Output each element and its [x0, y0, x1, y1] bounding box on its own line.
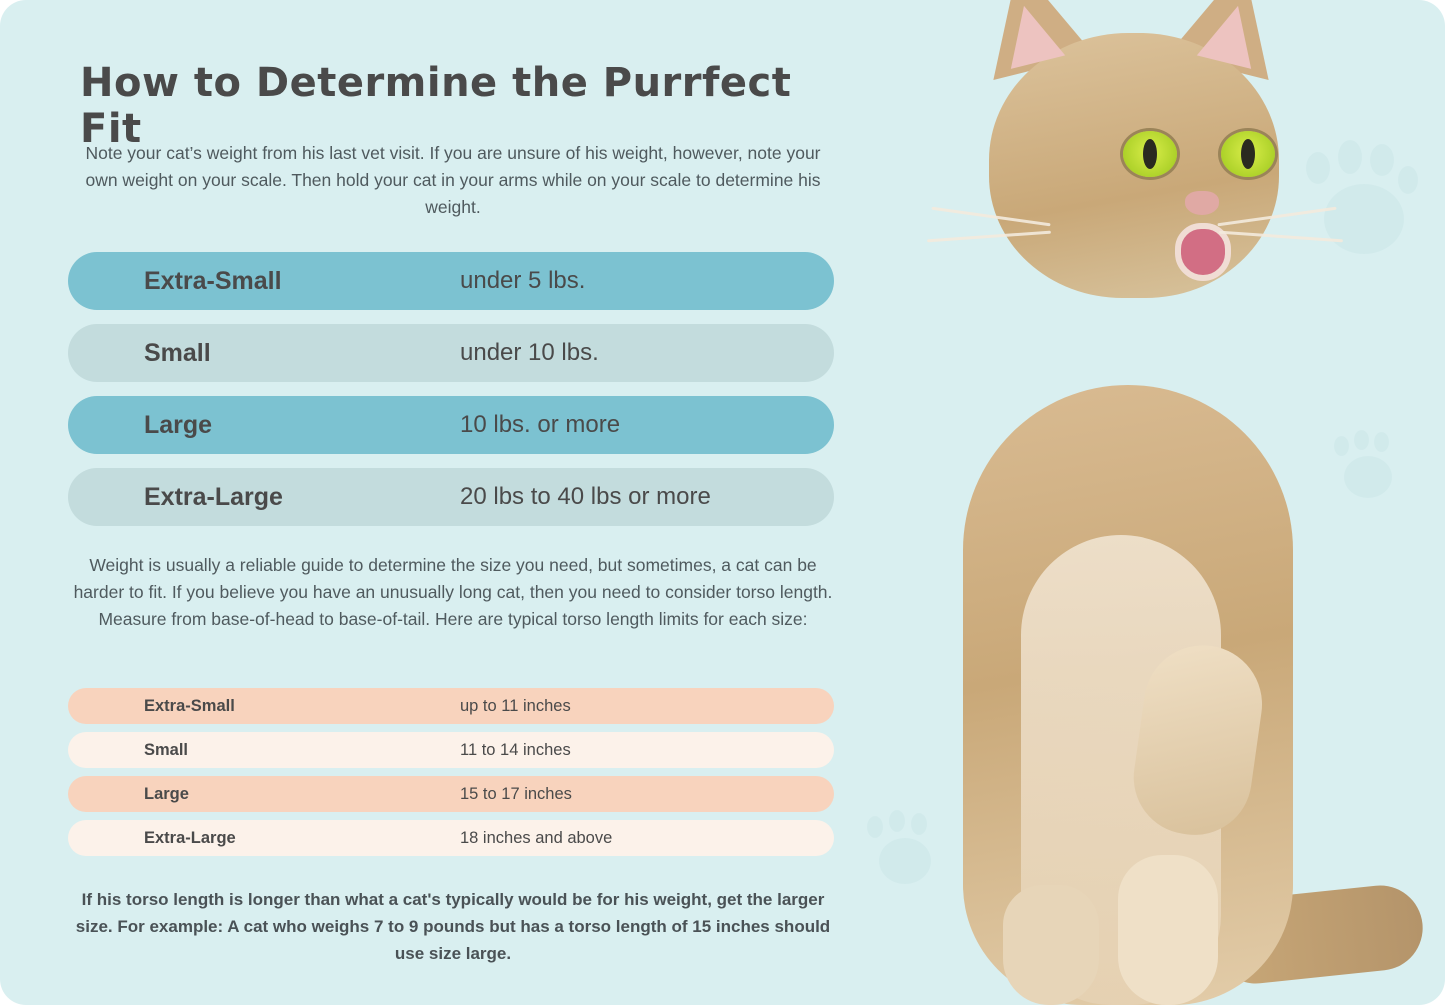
cat-illustration	[903, 15, 1423, 1005]
size-value: 11 to 14 inches	[460, 740, 571, 759]
table-row	[68, 396, 834, 454]
table-row	[68, 732, 834, 768]
torso-intro-paragraph: Weight is usually a reliable guide to determine the size you need, but sometimes, a cat can be harder to fit. If you believe you have an unusually long cat, then you need to consider torso length. Measure from base-of-head to base-of-tail. Here are typical torso length limits for each size:	[73, 555, 833, 630]
size-value: 10 lbs. or more	[460, 411, 621, 438]
size-label: Extra-Large	[144, 482, 283, 511]
page-title: How to Determine the Purrfect Fit	[80, 60, 792, 152]
size-value: up to 11 inches	[460, 696, 571, 715]
size-label: Small	[144, 338, 211, 367]
weight-size-table	[68, 252, 834, 540]
torso-length-table	[68, 688, 834, 864]
cat-front-leg-right	[1118, 855, 1218, 1005]
cat-front-leg-left	[1003, 885, 1099, 1005]
size-value: 15 to 17 inches	[460, 784, 572, 803]
size-label: Extra-Small	[144, 266, 282, 295]
table-row	[68, 324, 834, 382]
size-label: Large	[144, 410, 213, 439]
table-row	[68, 776, 834, 812]
cat-head	[989, 33, 1279, 298]
size-value: under 10 lbs.	[460, 339, 599, 366]
size-value: under 5 lbs.	[460, 267, 586, 294]
size-label: Small	[144, 740, 189, 759]
table-row	[68, 252, 834, 310]
size-label: Large	[144, 784, 189, 803]
footnote-paragraph: If his torso length is longer than what a cat's typically would be for his weight, get the larger size. For example: A cat who weighs 7 to 9 pounds but has a torso length of 15 inches should use size large.	[75, 890, 831, 964]
size-value: 20 lbs to 40 lbs or more	[460, 483, 711, 510]
cat-eye-left	[1123, 131, 1177, 177]
size-value: 18 inches and above	[460, 828, 613, 847]
cat-eye-right	[1221, 131, 1275, 177]
table-row	[68, 688, 834, 724]
intro-paragraph: Note your cat’s weight from his last vet visit. If you are unsure of his weight, however, note your own weight on your scale. Then hold your cat in your arms while on your scale to determine his weight.	[85, 143, 821, 218]
cat-nose	[1185, 191, 1219, 215]
cat-photo	[885, 0, 1445, 1005]
size-label: Extra-Small	[144, 696, 235, 715]
table-row	[68, 468, 834, 526]
size-label: Extra-Large	[144, 828, 236, 847]
table-row	[68, 820, 834, 856]
